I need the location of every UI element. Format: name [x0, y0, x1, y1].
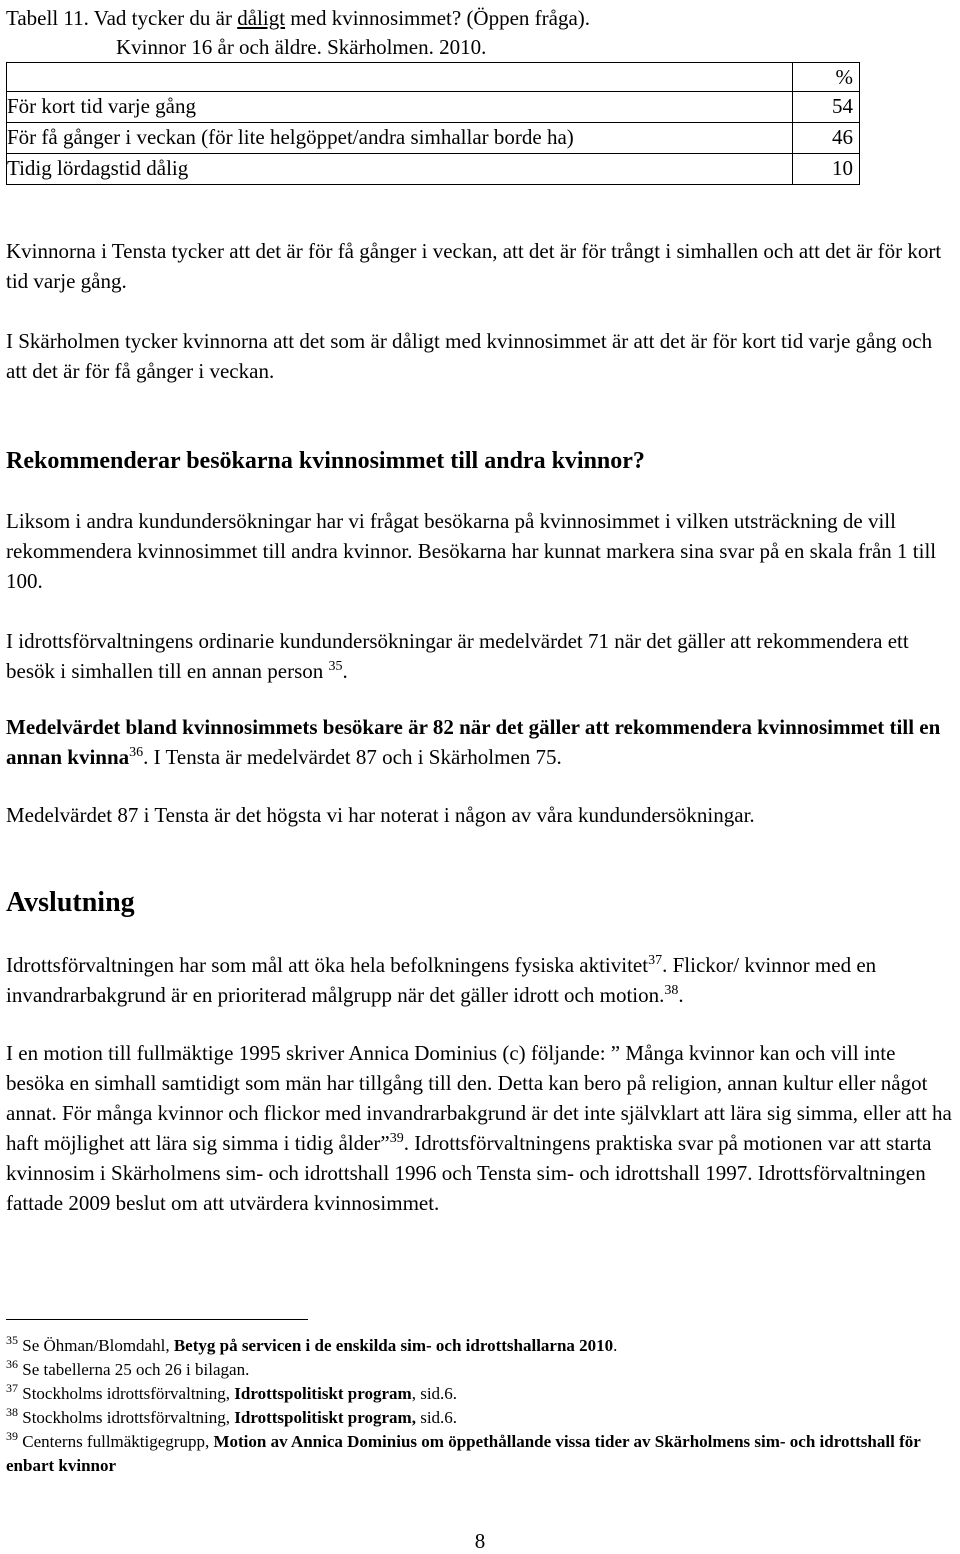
table-row-value: 46: [793, 123, 860, 154]
paragraph-motion: I en motion till fullmäktige 1995 skriver Annica Dominius (c) följande: ” Många kvinnor kan och vill inte besöka en simhall samtidigt som män har tillgång till den. Detta kan bero på religion, annan kultur eller något annat. För många kvinnor och flickor med invandrarbakgrund är det inte självklart att lära sig simma, eller att ha haft möjlighet att lära sig simma i tidig ålder”$^{39}$. Idrottsförvaltningens praktiska svar på motionen var att starta kvinnosim i Skärholmens sim- och idrottshall 1996 och Tensta sim- och idrottshall 1997. Idrottsförvaltningen fattade 2009 beslut om att utvärdera kvinnosimmet.: [6, 1041, 952, 1215]
table-header-row: [7, 63, 860, 92]
caption-text-end: med kvinnosimmet? (Öppen fråga).: [285, 6, 591, 30]
paragraph-women-average: Medelvärdet bland kvinnosimmets besökare är 82 när det gäller att rekommendera kvinnosimmet till en annan kvinna$^{36}$. I Tensta är medelvärdet 87 och i Skärholmen 75.: [6, 715, 941, 769]
section-heading-recommend: Rekommenderar besökarna kvinnosimmet till andra kvinnor?: [6, 448, 645, 474]
results-table: [6, 62, 860, 185]
footnote: $^{37}$ Stockholms idrottsförvaltning, Idrottspolitiskt program, sid.6.: [6, 1381, 458, 1403]
footnote-ref: 37: [648, 953, 663, 968]
paragraph-survey: Liksom i andra kundundersökningar har vi frågat besökarna på kvinnosimmet i vilken utsträckning de vill rekommendera kvinnosimmet till andra kvinnor. Besökarna har kunnat markera sina svar på en skala från 1 till 100.: [6, 509, 937, 593]
paragraph-goal: Idrottsförvaltningen har som mål att öka hela befolkningens fysiska aktivitet$^{37}$. Flickor/ kvinnor med en invandrarbakgrund är en prioriterad målgrupp när det gäller idrott och motion.$^{38}$.: [6, 953, 877, 1007]
footnote-ref: 35: [328, 659, 343, 674]
footnote-ref: 36: [129, 745, 144, 760]
footnote-ref: 38: [664, 983, 679, 998]
footnote-ref: 39: [389, 1131, 404, 1146]
table-header-unit: %: [793, 63, 860, 92]
paragraph-highest: Medelvärdet 87 i Tensta är det högsta vi har noterat i någon av våra kundundersökningar.: [6, 803, 755, 827]
paragraph-skarholmen: I Skärholmen tycker kvinnorna att det som är dåligt med kvinnosimmet är att det är för kort tid varje gång och att det är för få gånger i veckan.: [6, 329, 933, 383]
page-number: 8: [474, 1529, 486, 1553]
caption-underlined-word: dåligt: [237, 6, 286, 30]
table-row-value: 54: [793, 92, 860, 123]
footnote: $^{35}$ Se Öhman/Blomdahl, Betyg på servicen i de enskilda sim- och idrottshallarna 2010.: [6, 1333, 618, 1355]
table-row-label: Tidig lördagstid dålig: [7, 154, 793, 185]
caption-text: Tabell 11. Vad tycker du är: [6, 6, 238, 30]
footnote-divider: [6, 1319, 308, 1320]
table-row-label: För få gånger i veckan (för lite helgöppet/andra simhallar borde ha): [7, 123, 793, 154]
table-row: [7, 92, 860, 123]
table-row-label: För kort tid varje gång: [7, 92, 793, 123]
table-row: [7, 154, 860, 185]
paragraph-tensta: Kvinnorna i Tensta tycker att det är för få gånger i veckan, att det är för trångt i simhallen och att det är för kort tid varje gång.: [6, 239, 942, 293]
table-row: [7, 123, 860, 154]
table-row-value: 10: [793, 154, 860, 185]
footnote: $^{38}$ Stockholms idrottsförvaltning, Idrottspolitiskt program, sid.6.: [6, 1405, 458, 1427]
footnote: $^{36}$ Se tabellerna 25 och 26 i bilagan.: [6, 1357, 250, 1379]
footnote: $^{39}$ Centerns fullmäktigegrupp, Motion av Annica Dominius om öppethållande vissa tider av Skärholmens sim- och idrottshall för enbart kvinnor: [6, 1429, 921, 1475]
caption-subline: Kvinnor 16 år och äldre. Skärholmen. 2010.: [116, 35, 487, 59]
table-caption: [6, 4, 946, 62]
section-heading-conclusion: Avslutning: [6, 887, 135, 918]
paragraph-average: I idrottsförvaltningens ordinarie kundundersökningar är medelvärdet 71 när det gäller att rekommendera ett besök i simhallen till en annan person $^{35}$.: [6, 629, 909, 683]
bold-statement: Medelvärdet bland kvinnosimmets besökare är 82 när det gäller att rekommendera kvinnosimmet till en annan kvinna: [6, 715, 941, 769]
table-header-empty: [7, 63, 793, 92]
